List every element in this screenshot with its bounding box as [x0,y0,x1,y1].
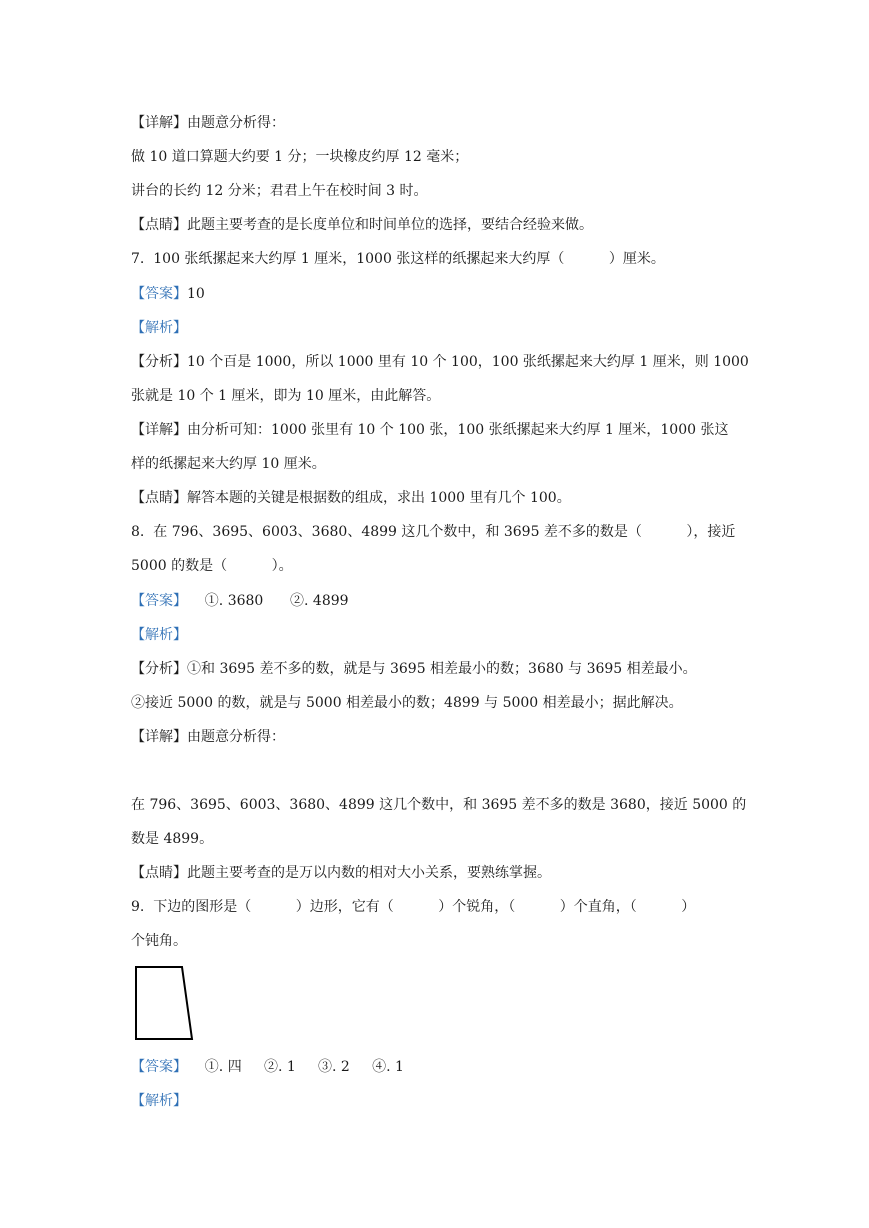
fenxi-text-cont: 张就是 10 个 1 厘米，即为 10 厘米，由此解答。 [131,388,441,404]
question-9-line1: 9. 下边的图形是（ ）边形，它有（ ）个锐角，（ ）个直角，（ ） [131,899,696,915]
jiexi-label: 【解析】 [131,1093,187,1109]
answer-label: 【答案】 [131,593,187,609]
answer-label: 【答案】 [131,1059,187,1075]
dianjing-label: 【点睛】 [131,490,187,506]
quadrilateral-figure [133,964,197,1042]
fenxi-label: 【分析】 [131,661,187,677]
fenxi-label: 【分析】 [131,354,187,370]
dianjing-text: 此题主要考查的是长度单位和时间单位的选择，要结合经验来做。 [187,217,593,233]
xiangjie-label: 【详解】 [131,115,187,131]
dianjing-text: 此题主要考查的是万以内数的相对大小关系，要熟练掌握。 [187,865,551,881]
dianjing-label: 【点睛】 [131,217,187,233]
xiangjie-line [131,727,285,747]
quadrilateral-shape [136,967,192,1039]
xiangjie-text: 由分析可知：1000 张里有 10 个 100 张，100 张纸摞起来大约厚 1 厘米，1000 张这 [187,422,729,438]
answer-value: ①. 3680 ②. 4899 [187,593,349,609]
xiangjie-text: 由题意分析得： [187,115,285,131]
xiangjie-text: 由题意分析得： [187,729,285,745]
fenxi-line [131,659,697,679]
question-7: 7. 100 张纸摞起来大约厚 1 厘米，1000 张这样的纸摞起来大约厚（ ）厘米。 [131,251,665,267]
dianjing-label: 【点睛】 [131,865,187,881]
xiangjie-text-cont: 在 796、3695、6003、3680、4899 这几个数中，和 3695 差不多的数是 3680，接近 5000 的 [131,797,747,813]
jiexi-label: 【解析】 [131,320,187,336]
xiangjie-text-cont: 样的纸摞起来大约厚 10 厘米。 [131,456,326,472]
body-text: 讲台的长约 12 分米；君君上午在校时间 3 时。 [131,183,428,199]
fenxi-text-cont: ②接近 5000 的数，就是与 5000 相差最小的数；4899 与 5000 相差最小；据此解决。 [131,695,683,711]
xiangjie-label: 【详解】 [131,422,187,438]
fenxi-text: ①和 3695 差不多的数，就是与 3695 相差最小的数；3680 与 3695 相差最小。 [187,661,697,677]
dianjing-line [131,863,551,883]
fenxi-line [131,352,749,372]
answer-line [131,1057,404,1077]
question-8-line1: 8. 在 796、3695、6003、3680、4899 这几个数中，和 3695 差不多的数是（ ），接近 [131,524,736,540]
answer-value: 10 [187,286,205,302]
dianjing-text: 解答本题的关键是根据数的组成，求出 1000 里有几个 100。 [187,490,571,506]
xiangjie-line [131,113,285,133]
question-8-line2: 5000 的数是（ ）。 [131,558,293,574]
dianjing-line [131,215,593,235]
answer-line [131,284,205,304]
xiangjie-label: 【详解】 [131,729,187,745]
body-text: 做 10 道口算题大约要 1 分；一块橡皮约厚 12 毫米； [131,149,469,165]
answer-line [131,591,349,611]
xiangjie-text-cont: 数是 4899。 [131,831,214,847]
answer-label: 【答案】 [131,286,187,302]
dianjing-line [131,488,571,508]
answer-value: ①. 四 ②. 1 ③. 2 ④. 1 [187,1059,404,1075]
question-9-line2: 个钝角。 [131,933,187,949]
jiexi-label: 【解析】 [131,627,187,643]
xiangjie-line [131,420,728,440]
fenxi-text: 10 个百是 1000，所以 1000 里有 10 个 100，100 张纸摞起来大约厚 1 厘米，则 1000 [187,354,749,370]
